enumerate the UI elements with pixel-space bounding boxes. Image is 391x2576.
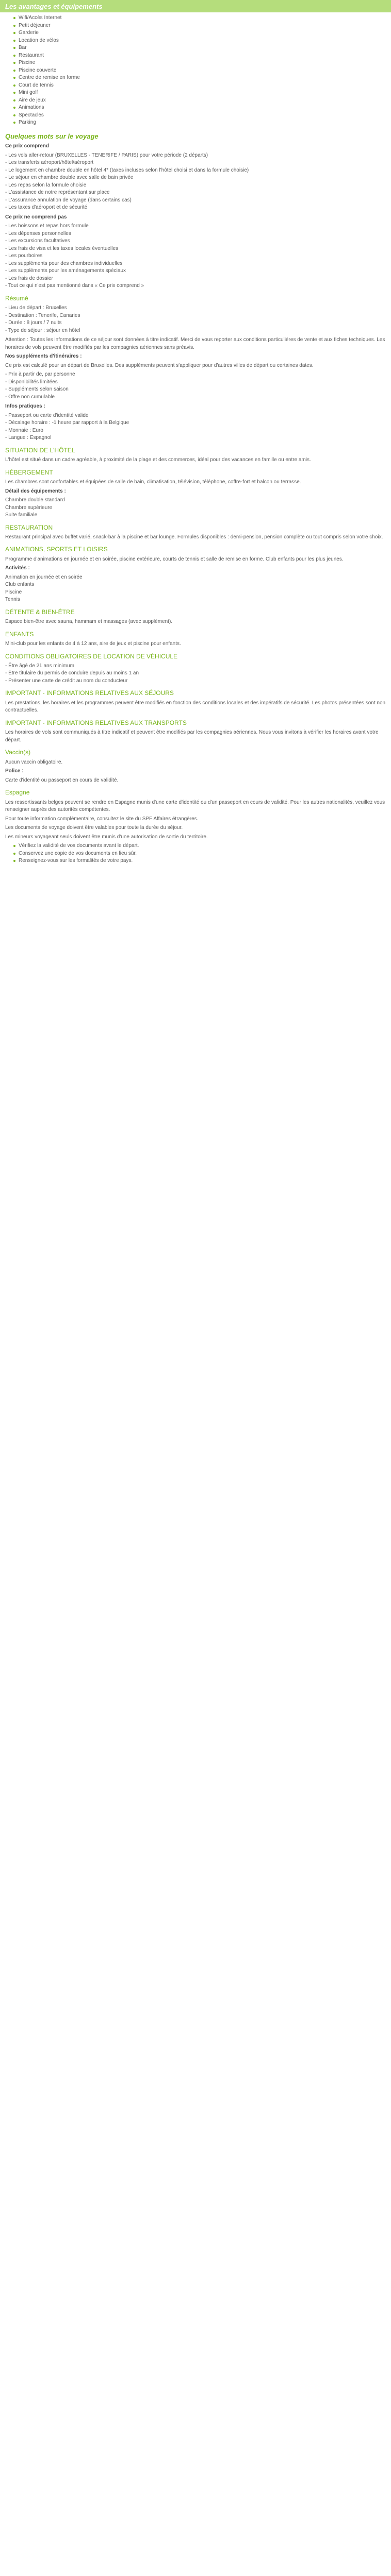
list-item: - Destination : Tenerife, Canaries (5, 312, 80, 318)
list-item: Court de tennis (13, 82, 386, 90)
animations-list (5, 574, 386, 604)
hebergement-list-title: Détail des équipements : (5, 488, 66, 494)
suppl-list (5, 371, 386, 401)
list-item: Mini golf (13, 89, 386, 97)
suppl-text: Ce prix est calculé pour un départ de Bruxelles. Des suppléments peuvent s'appliquer pour d'autres villes de départ ou certaines dates. (5, 362, 314, 368)
list-item: Petit déjeuner (13, 22, 386, 30)
list-item: - Prix à partir de, par personne (5, 371, 75, 378)
list-item: - Disponibilités limitées (5, 379, 58, 385)
espagne-line: Les documents de voyage doivent être valables pour toute la durée du séjour. (5, 825, 183, 831)
list-item: Aire de jeux (13, 97, 386, 105)
list-item: - Décalage horaire : -1 heure par rapport à la Belgique (5, 420, 129, 426)
list-item: Piscine (5, 589, 22, 595)
espagne-text: Les ressortissants belges peuvent se rendre en Espagne munis d'une carte d'identité ou d'un passeport en cours de validité. Pour les autres nationalités, veuillez vous renseigner auprès des autorités compétentes. (5, 799, 385, 813)
list-item: - Les suppléments pour les aménagements spéciaux (5, 268, 126, 274)
infos-title: Infos pratiques : (5, 403, 45, 410)
list-item: Location de vélos (13, 37, 386, 45)
important-transports-title: IMPORTANT - INFORMATIONS RELATIVES AUX TRANSPORTS (5, 719, 187, 726)
detente-title: DÉTENTE & BIEN-ÊTRE (5, 608, 75, 616)
enfants-title: ENFANTS (5, 630, 34, 638)
animations-title: ANIMATIONS, SPORTS ET LOISIRS (5, 546, 108, 553)
animations-text: Programme d'animations en journée et en soirée, piscine extérieure, courts de tennis et salle de remise en forme. Club enfants pour les plus jeunes. (5, 556, 344, 562)
attention-text: Attention : Toutes les informations de ce séjour sont données à titre indicatif. Merci de vous reporter aux conditions particulières de vente et aux fiches techniques. Les horaires de vols peuvent être modifiés par les compagnies aériennes sans préavis. (5, 337, 385, 350)
list-item: Centre de remise en forme (13, 74, 386, 82)
list-item: Parking (13, 119, 386, 127)
list-item: Wifi/Accès Internet (13, 14, 386, 22)
important-transports-text: Les horaires de vols sont communiqués à titre indicatif et peuvent être modifiés par les compagnies aériennes. Nous vous invitons à vérifier les horaires avant votre départ. (5, 730, 379, 743)
list-item: - Les transferts aéroport/hôtel/aéroport (5, 160, 94, 166)
not-included-title: Ce prix ne comprend pas (5, 214, 67, 220)
restauration-title: RESTAURATION (5, 523, 53, 531)
list-item: - Langue : Espagnol (5, 435, 52, 441)
list-item: - Les excursions facultatives (5, 238, 70, 244)
detente-text: Espace bien-être avec sauna, hammam et massages (avec supplément). (5, 619, 173, 625)
not-included-list (5, 223, 386, 290)
cycle-title: Ce prix comprend (5, 143, 50, 149)
conditions-title: CONDITIONS OBLIGATOIRES DE LOCATION DE VÉHICULE (5, 652, 178, 660)
restauration-text: Restaurant principal avec buffet varié, snack-bar à la piscine et bar lounge. Formules disponibles : demi-pension, pension complète ou tout compris selon votre choix. (5, 534, 383, 540)
list-item: Renseignez-vous sur les formalités de votre pays. (13, 857, 386, 865)
list-item: - Les pourboires (5, 253, 43, 259)
hebergement-list (5, 497, 386, 519)
list-item: Conservez une copie de vos documents en lieu sûr. (13, 850, 386, 858)
avantages-title: Les avantages et équipements (5, 3, 103, 10)
important-sejours-title: IMPORTANT - INFORMATIONS RELATIVES AUX SÉJOURS (5, 689, 174, 697)
list-item: - Les frais de visa et les taxes locales éventuelles (5, 245, 118, 251)
list-item: Vérifiez la validité de vos documents avant le départ. (13, 842, 386, 850)
list-item: - Monnaie : Euro (5, 427, 43, 433)
resume-list (5, 304, 386, 334)
list-item: - Les dépenses personnelles (5, 230, 71, 236)
enfants-text: Mini-club pour les enfants de 4 à 12 ans, aire de jeux et piscine pour enfants. (5, 641, 181, 647)
list-item: Piscine (13, 59, 386, 67)
page (0, 0, 391, 877)
list-item: - Être âgé de 21 ans minimum (5, 663, 74, 669)
important-sejours-text: Les prestations, les horaires et les programmes peuvent être modifiés en fonction des conditions locales et des impératifs de sécurité. Les photos présentées sont non contractuelles. (5, 700, 386, 714)
list-item: - Les suppléments pour des chambres individuelles (5, 260, 123, 266)
list-item: - Les boissons et repas hors formule (5, 223, 89, 229)
vaccins-title: Vaccin(s) (5, 749, 31, 756)
police-title: Police : (5, 768, 24, 774)
list-item: Chambre double standard (5, 497, 65, 503)
vaccins-text: Aucun vaccin obligatoire. (5, 759, 63, 765)
list-item: Tennis (5, 597, 20, 603)
list-item: - Lieu de départ : Bruxelles (5, 305, 67, 311)
list-item: - Les repas selon la formule choisie (5, 182, 87, 188)
list-item: - Durée : 8 jours / 7 nuits (5, 320, 62, 326)
list-item: Club enfants (5, 582, 35, 588)
suppl-title: Nos suppléments d'itinéraires : (5, 353, 82, 360)
situation-title: SITUATION DE L'HÔTEL (5, 446, 75, 454)
list-item: Suite familiale (5, 512, 38, 518)
list-item: - Le séjour en chambre double avec salle de bain privée (5, 175, 134, 181)
list-item: - Passeport ou carte d'identité valide (5, 412, 89, 418)
animations-list-title: Activités : (5, 565, 30, 571)
list-item: - L'assistance de notre représentant sur place (5, 190, 110, 196)
list-item: - Les vols aller-retour (BRUXELLES - TENERIFE / PARIS) pour votre période (2 départs) (5, 152, 208, 158)
espagne-line: Pour toute information complémentaire, consultez le site du SPF Affaires étrangères. (5, 816, 199, 822)
list-item: Piscine couverte (13, 67, 386, 75)
list-item: Animation en journée et en soirée (5, 574, 83, 580)
list-item: - Le logement en chambre double en hôtel 4* (taxes incluses selon l'hôtel choisi et dans la formule choisie) (5, 167, 249, 173)
list-item: Bar (13, 44, 386, 52)
list-item: - L'assurance annulation de voyage (dans certains cas) (5, 197, 132, 203)
list-item: - Type de séjour : séjour en hôtel (5, 327, 80, 333)
infos-list (5, 412, 386, 442)
espagne-bullets (13, 842, 386, 865)
list-item: Restaurant (13, 52, 386, 60)
list-item: - Les frais de dossier (5, 275, 53, 281)
list-item: Garderie (13, 29, 386, 37)
list-item: - Suppléments selon saison (5, 386, 69, 393)
list-item: - Présenter une carte de crédit au nom du conducteur (5, 677, 128, 684)
espagne-title: Espagne (5, 789, 30, 796)
police-text: Carte d'identité ou passeport en cours de validité. (5, 777, 119, 783)
list-item: - Tout ce qui n'est pas mentionné dans « Ce prix comprend » (5, 283, 144, 289)
list-item: - Être titulaire du permis de conduire depuis au moins 1 an (5, 670, 139, 676)
list-item: - Les taxes d'aéroport et de sécurité (5, 205, 88, 211)
cycle-list (5, 152, 386, 212)
avantages-list (13, 14, 386, 127)
situation-text: L'hôtel est situé dans un cadre agréable, à proximité de la plage et des commerces, idéal pour des vacances en famille ou entre amis. (5, 457, 311, 463)
list-item: Chambre supérieure (5, 504, 53, 511)
resume-title: Résumé (5, 294, 28, 302)
hebergement-title: HÉBERGEMENT (5, 468, 53, 476)
faq-title: Quelques mots sur le voyage (5, 132, 99, 140)
list-item: Animations (13, 104, 386, 112)
hebergement-text: Les chambres sont confortables et équipées de salle de bain, climatisation, télévision, téléphone, coffre-fort et balcon ou terrasse. (5, 479, 301, 485)
list-item: - Offre non cumulable (5, 394, 55, 400)
avantages-bar (0, 0, 391, 12)
conditions-list (5, 663, 386, 685)
list-item: Spectacles (13, 112, 386, 120)
espagne-line: Les mineurs voyageant seuls doivent être munis d'une autorisation de sortie du territoire. (5, 834, 208, 840)
